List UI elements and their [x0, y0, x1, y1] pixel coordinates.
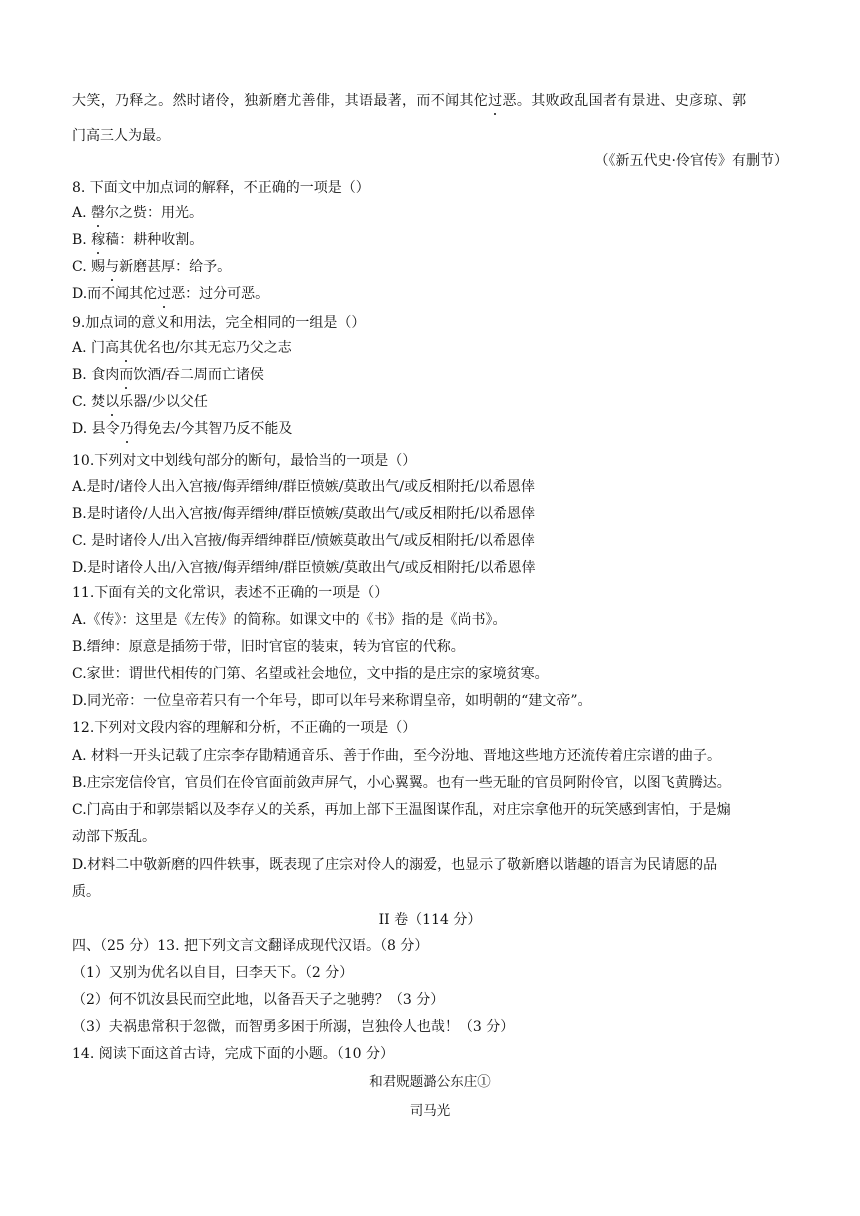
question-11-option-b: B.缙绅：原意是插笏于带，旧时官宦的装束，转为官宦的代称。 [72, 639, 465, 655]
question-9-option-c: C. 焚以乐器/少以父任 [72, 394, 208, 410]
question-8-option-b: B. 稼穑：耕种收割。 [72, 232, 204, 248]
question-9-option-d: D. 县令乃得免去/今其智乃反不能及 [72, 421, 293, 437]
passage-source: （《新五代史·伶官传》有删节） [594, 153, 788, 169]
question-10-option-c: C. 是时诸伶人/出入宫掖/侮弄缙绅群臣/愤嫉莫敢出气/或反相附托/以希恩倖 [72, 533, 535, 549]
emphasis-dot-char: 与 [105, 259, 120, 275]
poem-title: 和君贶题潞公东庄① [369, 1074, 491, 1090]
question-8-option-c: C. 赐与新磨甚厚：给予。 [72, 259, 232, 275]
question-9-stem: 9.加点词的意义和用法，完全相同的一组是（） [72, 315, 366, 331]
question-13-sentence-2: （2）何不饥汝县民而空此地，以备吾天子之驰骋？（3 分） [72, 992, 445, 1008]
question-11-option-d: D.同光帝：一位皇帝若只有一个年号，即可以年号来称谓皇帝，如明朝的“建文帝”。 [72, 693, 592, 709]
emphasis-dot-char: 而 [119, 367, 134, 383]
question-10-option-a: A.是时/诸伶人出入宫掖/侮弄缙绅/群臣愤嫉/莫敢出气/或反相附托/以希恩倖 [72, 479, 535, 495]
emphasis-dot-char: 其 [119, 340, 134, 356]
question-12-option-b: B.庄宗宠信伶官，官员们在伶官面前敛声屏气，小心翼翼。也有一些无耻的官员阿附伶官，以图飞黄腾达。 [72, 775, 731, 791]
passage-line: 大笑，乃释之。然时诸伶，独新磨尤善俳，其语最著，而不闻其佗过恶。其败政乱国者有景进、史彦琼、郭 [72, 93, 747, 109]
emphasis-dot-char: 乃 [119, 421, 134, 437]
question-8-stem: 8. 下面文中加点词的解释，不正确的一项是（） [72, 180, 370, 196]
question-9-option-b: B. 食肉而饮酒/吞二周而亡诸侯 [72, 367, 264, 383]
question-8-option-d: D.而不闻其佗过恶：过分可恶。 [72, 286, 270, 302]
question-13-sentence-1: （1）又别为优名以自目，曰李天下。（2 分） [72, 965, 354, 981]
emphasis-dot-char: 以 [105, 394, 120, 410]
emphasis-dot-char: 罄 [91, 205, 106, 221]
question-12-option-c-line2: 动部下叛乱。 [72, 829, 156, 845]
emphasis-dot-char: 稼 [91, 232, 106, 248]
question-13-stem: 四、（25 分）13. 把下列文言文翻译成现代汉语。（8 分） [72, 938, 429, 954]
question-13-sentence-3: （3）夫祸患常积于忽微，而智勇多困于所溺，岂独伶人也哉！（3 分） [72, 1019, 515, 1035]
question-12-option-a: A. 材料一开头记载了庄宗李存勖精通音乐、善于作曲，至今汾地、晋地这些地方还流传着庄宗谱的曲子。 [72, 748, 722, 764]
question-10-stem: 10.下列对文中划线句部分的断句，最恰当的一项是（） [72, 453, 417, 469]
question-12-option-d-line1: D.材料二中敬新磨的四件轶事，既表现了庄宗对伶人的溺爱，也显示了敬新磨以谐趣的语言为民请愿的品 [72, 857, 718, 873]
question-9-option-a: A. 门高其优名也/尔其无忘乃父之志 [72, 340, 292, 356]
question-12-stem: 12.下列对文段内容的理解和分析，不正确的一项是（） [72, 720, 417, 736]
passage-line: 门高三人为最。 [72, 128, 170, 144]
question-14-stem: 14. 阅读下面这首古诗，完成下面的小题。（10 分） [72, 1046, 394, 1062]
emphasis-dot-char: 过 [157, 286, 172, 302]
emphasis-dot-char: 过 [488, 93, 503, 109]
question-11-stem: 11.下面有关的文化常识，表述不正确的一项是（） [72, 585, 389, 601]
question-8-option-a: A. 罄尔之赀：用光。 [72, 205, 204, 221]
question-12-option-c-line1: C.门高由于和郭崇韬以及李存乂的关系，再加上部下王温图谋作乱，对庄宗拿他开的玩笑感到害怕，于是煽 [72, 802, 731, 818]
question-10-option-b: B.是时诸伶/人出入宫掖/侮弄缙绅/群臣愤嫉/莫敢出气/或反相附托/以希恩倖 [72, 506, 536, 522]
part-two-heading: II 卷（114 分） [378, 912, 482, 928]
question-11-option-c: C.家世：谓世代相传的门第、名望或社会地位，文中指的是庄宗的家境贫寒。 [72, 666, 549, 682]
question-10-option-d: D.是时诸伶人出/入宫掖/侮弄缙绅/群臣愤嫉/莫敢出气/或反相附托/以希恩倖 [72, 560, 536, 576]
question-11-option-a: A.《传》：这里是《左传》的简称。如课文中的《书》指的是《尚书》。 [72, 612, 507, 628]
poem-author: 司马光 [409, 1103, 451, 1119]
question-12-option-d-line2: 质。 [72, 884, 100, 900]
